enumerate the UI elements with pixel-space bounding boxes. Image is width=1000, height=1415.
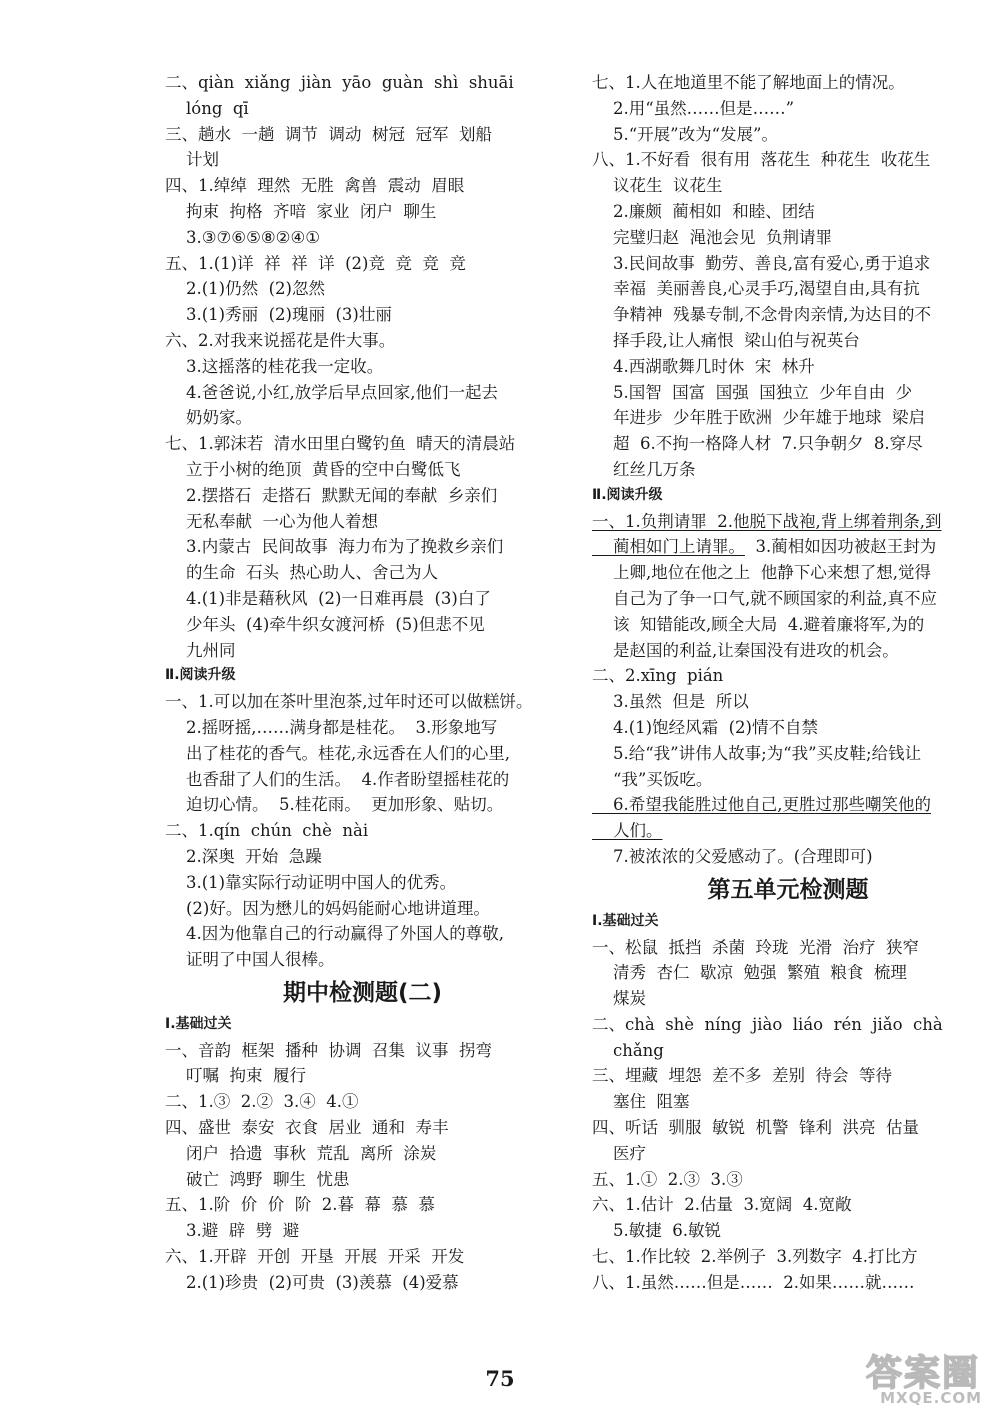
answer-text: (2)好。因为懋儿的妈妈能耐心地讲道理。 [165,898,490,918]
answer-line [165,870,560,896]
answer-text: 是赵国的利益,让秦国没有进攻的机会。 [592,640,899,660]
answer-line [592,560,984,586]
answer-line [592,302,984,328]
answer-line [592,1063,984,1089]
answer-line [165,1244,560,1270]
answer-text: 六、1.估计 2.估量 3.宽阔 4.宽敞 [592,1195,852,1215]
answer-text: 2.(1)珍贵 (2)可贵 (3)羡慕 (4)爱慕 [165,1272,459,1292]
answer-text: 4.爸爸说,小红,放学后早点回家,他们一起去 [165,382,498,402]
answer-line [165,302,560,328]
watermark-site: MXQE.COM [880,1389,982,1407]
answer-line [592,509,984,535]
underlined-answer: 他脱下战袍,背上绑着荆条,到 [732,511,942,531]
answer-text: 七、1.人在地道里不能了解地面上的情况。 [592,73,905,92]
answer-line [165,741,560,767]
answer-line [592,225,984,251]
answer-text: 3.虽然 但是 所以 [592,692,749,712]
answer-text: 5.给“我”讲伟人故事;为“我”买皮鞋;给钱让 [592,743,922,763]
answer-text: 立于小树的绝顶 黄昏的空中白鹭低飞 [165,459,461,479]
answer-text: 5.国智 国富 国强 国独立 少年自由 少 [592,382,913,402]
answer-line [592,147,984,173]
answer-text: 二、2.xīng pián [592,666,724,686]
answer-line [592,1244,984,1270]
answer-line [165,225,560,251]
answer-text: 3.(1)靠实际行动证明中国人的优秀。 [165,872,457,892]
answer-line [165,380,560,406]
answer-line [165,818,560,844]
answer-line [592,70,984,96]
answer-text: 争精神 残暴专制,不念骨肉亲情,为达目的不 [592,305,931,325]
answer-line [165,405,560,431]
answer-line [165,1063,560,1089]
answer-line [165,509,560,535]
answer-line [592,122,984,148]
answer-line [592,1192,984,1218]
answer-text: 七、1.郭沫若 清水田里白鹭钓鱼 晴天的清晨站 [165,434,516,454]
answer-text: 五、1.(1)详 祥 祥 详 (2)竞 竞 竞 竞 [165,253,466,273]
answer-line [165,896,560,922]
answer-line [165,947,560,973]
answer-text: 5.“开展”改为“发展”。 [592,124,778,144]
answer-line [592,251,984,277]
answer-line [592,1089,984,1115]
answer-line [165,96,560,122]
answer-line [592,612,984,638]
answer-line [592,1270,984,1296]
answer-text: 三、埋藏 埋怨 差不多 差别 待会 等待 [592,1066,892,1086]
answer-line [165,199,560,225]
answer-text: 4.西湖歌舞几时休 宋 林升 [592,356,815,376]
answer-text: Ⅱ.阅读升级 [592,486,663,503]
answer-text: 3.民间故事 勤劳、善良,富有爱心,勇于追求 [592,253,931,273]
answer-line [592,354,984,380]
answer-line [165,560,560,586]
answer-line [592,173,984,199]
answer-text: 五、1.阶 价 价 阶 2.暮 幕 慕 慕 [165,1195,435,1215]
answer-text: 四、盛世 泰安 衣食 居业 通和 寿丰 [165,1118,449,1138]
answer-line [592,1218,984,1244]
subsection-heading [592,909,984,935]
answer-line [165,431,560,457]
answer-line [165,1038,560,1064]
answer-line [592,96,984,122]
answer-text: 叮嘱 拘束 履行 [165,1066,306,1086]
answer-line [592,689,984,715]
answer-text: 计划 [165,150,219,170]
answer-text: 破亡 鸿野 聊生 忧患 [165,1169,350,1189]
answer-line [592,586,984,612]
answer-text: 超 6.不拘一格降人材 7.只争朝夕 8.穿尽 [592,434,923,454]
answer-text: Ⅰ.基础过关 [165,1015,232,1032]
answer-line [165,1167,560,1193]
answer-line [592,1167,984,1193]
underlined-answer: 人们。 [592,821,663,841]
answer-text: 四、1.绰绰 理然 无胜 禽兽 震动 眉眼 [165,176,465,196]
answer-text: 奶奶家。 [165,408,252,428]
answer-line [165,122,560,148]
answer-text: 2.摆搭石 走搭石 默默无闻的奉献 乡亲们 [165,485,498,505]
right-answer-column [592,70,984,1296]
underlined-answer: 希望我能胜过他自己,更胜过那些嘲笑他的 [628,795,931,815]
answer-text: 一、1.负荆请罪 2. [592,511,733,531]
answer-text: 6. [592,795,629,815]
answer-line [592,663,984,689]
answer-text: 二、1.qín chún chè nài [165,821,369,841]
answer-text: 也香甜了人们的生活。 4.作者盼望摇桂花的 [165,769,510,789]
answer-line [165,1089,560,1115]
answer-text: 的生命 石头 热心助人、舍己为人 [165,563,438,583]
answer-text: 红丝几万条 [592,459,696,479]
answer-text: 二、1.③ 2.② 3.④ 4.① [165,1092,359,1112]
answer-line [165,70,560,96]
answer-line [592,844,984,870]
answer-text: 幸福 美丽善良,心灵手巧,渴望自由,具有抗 [592,279,920,299]
answer-line [592,380,984,406]
answer-line [165,1270,560,1296]
subsection-heading [592,483,984,509]
answer-text: 期中检测题(二) [282,979,443,1006]
answer-line [592,960,984,986]
answer-text: 3.避 辟 劈 避 [165,1221,300,1241]
answer-line [165,689,560,715]
underlined-answer: 蔺相如门上请罪。 [592,537,745,557]
page-number: 75 [485,1366,515,1391]
answer-line [592,534,984,560]
answer-text: 第五单元检测题 [707,876,869,903]
watermark-logo [828,1345,986,1407]
answer-line [165,354,560,380]
answer-line [165,147,560,173]
answer-text: 一、1.可以加在茶叶里泡茶,过年时还可以做糕饼。 [165,692,533,712]
watermark-text: 答案圈 [865,1353,980,1394]
answer-text: 4.(1)饱经风霜 (2)情不自禁 [592,717,818,737]
answer-line [165,844,560,870]
answer-text: 2.用“虽然……但是……” [592,98,795,118]
answer-text: 迫切心情。 5.桂花雨。 更加形象、贴切。 [165,795,504,815]
subsection-heading [165,663,560,689]
answer-text: 清秀 杏仁 歇凉 勉强 繁殖 粮食 梳理 [592,963,907,983]
answer-text: 医疗 [592,1143,646,1163]
answer-line [165,483,560,509]
answer-text: 二、chà shè níng jiào liáo rén jiǎo chà [592,1014,943,1034]
answer-line [592,431,984,457]
answer-line [165,1218,560,1244]
answer-text: 年进步 少年胜于欧洲 少年雄于地球 梁启 [592,408,925,428]
answer-line [592,935,984,961]
answer-text: 自己为了争一口气,就不顾国家的利益,真不应 [592,588,937,608]
answer-line [165,586,560,612]
answer-line [592,405,984,431]
answer-text: 2.摇呀摇,……满身都是桂花。 3.形象地写 [165,717,498,737]
answer-text: 七、1.作比较 2.举例子 3.列数字 4.打比方 [592,1247,918,1267]
answer-line [165,276,560,302]
answer-text: 完璧归赵 渑池会见 负荆请罪 [592,227,832,247]
answer-line [165,638,560,664]
answer-text: 六、2.对我来说摇花是件大事。 [165,330,396,350]
answer-text: 4.因为他靠自己的行动赢得了外国人的尊敬, [165,924,504,944]
answer-line [165,612,560,638]
answer-line [592,1115,984,1141]
answer-text: 煤炭 [592,989,646,1009]
answer-line [592,328,984,354]
answer-text: 少年头 (4)牵牛织女渡河桥 (5)但悲不见 [165,614,485,634]
answer-text: 拘束 拘格 齐喑 家业 闭户 聊生 [165,201,437,221]
answer-text: 3.(1)秀丽 (2)瑰丽 (3)壮丽 [165,305,392,325]
answer-text: 择手段,让人痛恨 梁山伯与祝英台 [592,330,860,350]
answer-line [592,986,984,1012]
answer-line [165,715,560,741]
answer-text: 7.被浓浓的父爱感动了。(合理即可) [592,846,873,866]
answer-text: 闭户 拾遗 事秋 荒乱 离所 涂炭 [165,1143,437,1163]
answer-text: lóng qī [165,98,249,118]
answer-line [592,276,984,302]
answer-line [592,741,984,767]
answer-text: 3.内蒙古 民间故事 海力布为了挽救乡亲们 [165,537,504,557]
answer-text: 八、1.不好看 很有用 落花生 种花生 收花生 [592,150,931,170]
answer-text: Ⅱ.阅读升级 [165,667,236,684]
answer-line [165,767,560,793]
answer-line [165,792,560,818]
answer-line [592,1141,984,1167]
answer-text: 4.(1)非是藉秋风 (2)一日难再晨 (3)白了 [165,588,491,608]
answer-line [592,1012,984,1038]
answer-line [165,1192,560,1218]
answer-line [165,1115,560,1141]
answer-text: 3.③⑦⑥⑤⑧②④① [165,227,321,247]
answer-line [165,921,560,947]
answer-line [592,199,984,225]
answer-line [592,818,984,844]
answer-text: 一、音韵 框架 播种 协调 召集 议事 拐弯 [165,1040,492,1060]
answer-text: 九州同 [165,640,236,660]
answer-text: 二、qiàn xiǎng jiàn yāo guàn shì shuāi [165,73,514,92]
answer-text: chǎng [592,1040,664,1060]
answer-text: 证明了中国人很棒。 [165,950,335,970]
answer-line [592,638,984,664]
section-title [592,874,984,907]
answer-line [165,534,560,560]
answer-text: 一、松鼠 抵挡 杀菌 玲珑 光滑 治疗 狭窄 [592,937,919,957]
answer-line [592,767,984,793]
answer-text: 2.廉颇 蔺相如 和睦、团结 [592,201,815,221]
section-title [165,977,560,1010]
answer-text: 上卿,地位在他之上 他静下心来想了想,觉得 [592,563,931,583]
answer-text: 2.(1)仍然 (2)忽然 [165,279,325,299]
answer-line [165,328,560,354]
answer-text: 2.深奥 开始 急躁 [165,846,322,866]
answer-line [165,1141,560,1167]
answer-text: 该 知错能改,顾全大局 4.避着廉将军,为的 [592,614,925,634]
answer-text: 塞住 阻塞 [592,1092,690,1112]
answer-text: 五、1.① 2.③ 3.③ [592,1169,743,1189]
answer-text: 四、听话 驯服 敏锐 机警 锋利 洪亮 估量 [592,1118,919,1138]
answer-text: 3.这摇落的桂花我一定收。 [165,356,384,376]
subsection-heading [165,1012,560,1038]
answer-text: 八、1.虽然……但是…… 2.如果……就…… [592,1272,915,1292]
answer-line [592,792,984,818]
answer-line [592,1038,984,1064]
left-answer-column [165,70,560,1296]
answer-line [165,251,560,277]
answer-text: 5.敏捷 6.敏锐 [592,1221,721,1241]
answer-text: 六、1.开辟 开创 开垦 开展 开采 开发 [165,1247,465,1267]
answer-text: “我”买饭吃。 [592,769,713,789]
answer-text: 三、趟水 一趟 调节 调动 树冠 冠军 划船 [165,124,492,144]
answer-line [592,715,984,741]
answer-line [592,457,984,483]
answer-line [165,173,560,199]
answer-text: 出了桂花的香气。桂花,永远香在人们的心里, [165,743,510,763]
answer-text: 无私奉献 一心为他人着想 [165,511,378,531]
answer-text: 议花生 议花生 [592,176,723,196]
answer-line [165,457,560,483]
answer-text: 3.蔺相如因功被赵王封为 [744,537,937,557]
answer-text: Ⅰ.基础过关 [592,912,659,929]
